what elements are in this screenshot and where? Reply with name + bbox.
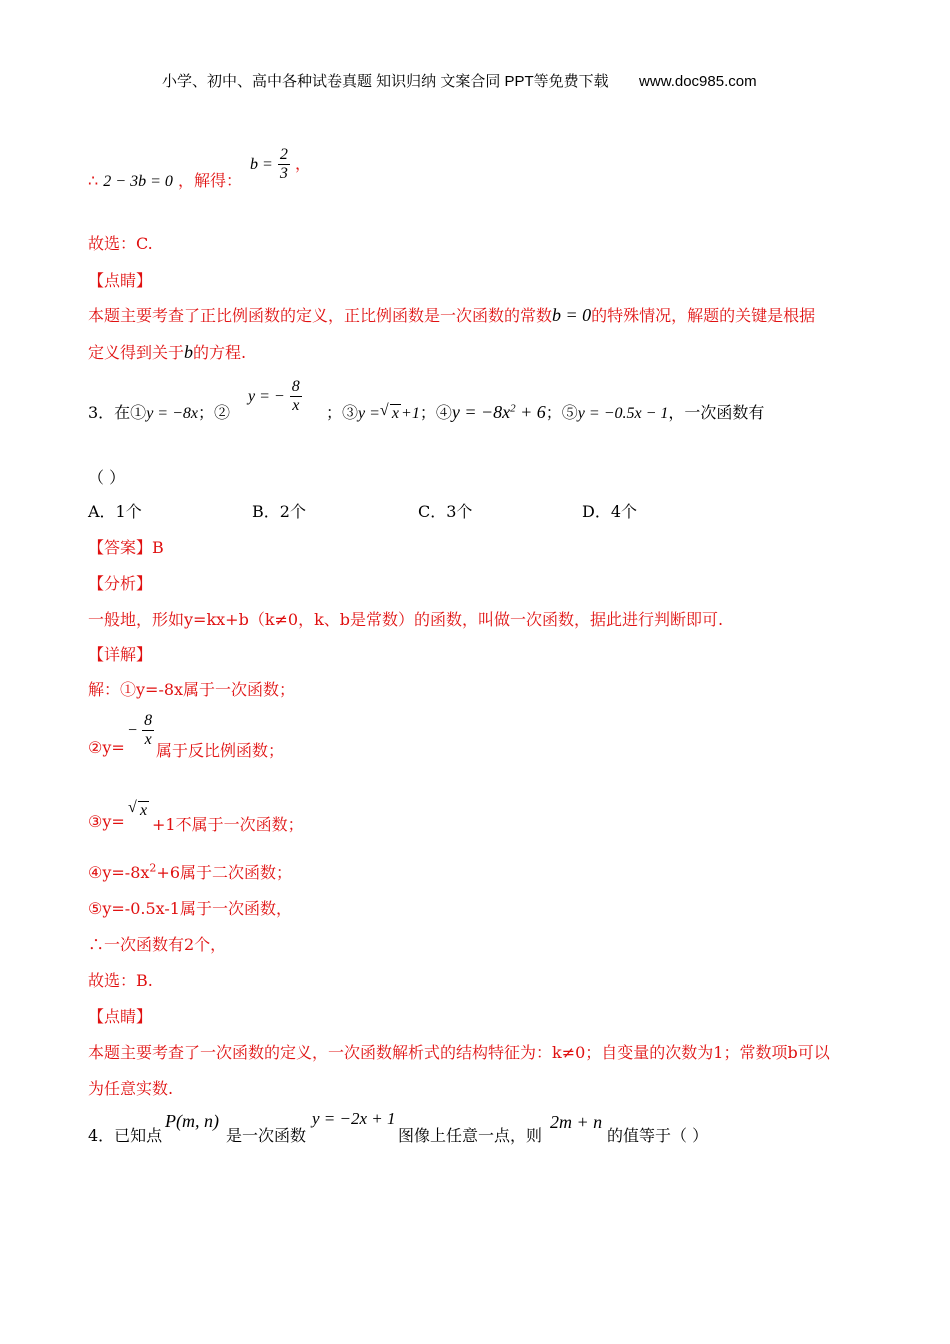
q2-dianjing-title: 【点睛】 (88, 271, 153, 290)
q3-dianjing-line1: 本题主要考查了一次函数的定义，一次函数解析式的结构特征为：k≠0；自变量的次数为1；常数项b可以 (88, 1043, 830, 1062)
q3-paren: （ ） (88, 468, 126, 487)
q3-d2-b: 属于反比例函数； (156, 741, 285, 760)
header-site: www.doc985.com (639, 73, 757, 90)
q3-f2 (248, 378, 302, 415)
q2-choose: 故选：C. (88, 234, 153, 253)
q3-d3-a: ③y= (88, 812, 125, 831)
q3-fenxi: 一般地，形如y=kx+b（k≠0，k、b是常数）的函数，叫做一次函数，据此进行判断即可. (88, 610, 724, 629)
q3-option-d: D．4个 (582, 502, 638, 521)
q3-detail-2 (88, 738, 125, 757)
q3-dianjing-title: 【点睛】 (88, 1007, 153, 1026)
q4-function: y = −2x + 1 (312, 1109, 396, 1128)
q3-sep4: ；⑤ (545, 403, 578, 422)
q4-stem-b: 是一次函数 (226, 1126, 307, 1145)
q3-f2-lhs: y = − (248, 388, 285, 405)
q2-frac-den: 3 (279, 165, 288, 182)
q2-end: ， (294, 154, 311, 173)
q3-f4: y = −8x (451, 402, 511, 422)
q3-d2-fraction (142, 712, 154, 749)
q3-d2-num: 8 (144, 712, 153, 729)
q2-comment2b: 的方程. (193, 343, 247, 362)
q3-detail-3 (88, 812, 125, 831)
q3-option-a: A．1个 (88, 502, 142, 521)
q3-f5: y = −0.5x − 1 (577, 405, 669, 422)
q3-f1: y = −8x (146, 405, 198, 422)
q4-stem-d: 的值等于（ ） (607, 1126, 709, 1145)
q3-f3-sqrt: √ x (379, 402, 400, 422)
q2-b-value (250, 146, 311, 183)
q3-sep1: ；② (197, 403, 230, 422)
q3-detail-7: 故选：B. (88, 971, 153, 990)
q3-d4-b: +6属于二次函数； (156, 863, 292, 882)
q2-solve-label: ，解得： (177, 171, 242, 190)
q3-d4-a: ④y=-8x (88, 863, 150, 882)
q4-expression: 2m + n (550, 1112, 603, 1132)
q2-comment-line2 (88, 340, 246, 363)
q3-f3-lhs: y = (358, 405, 380, 422)
q2-solution-line (88, 168, 242, 191)
q3-detail-6: ∴一次函数有2个， (88, 935, 227, 954)
q3-fenxi-title: 【分析】 (88, 574, 153, 593)
q3-f2-fraction (290, 378, 302, 415)
q3-f2-num: 8 (291, 378, 300, 395)
q2-fraction (278, 146, 290, 183)
q2-comment1-math: b = 0 (552, 305, 592, 325)
q3-dianjing-line2: 为任意实数. (88, 1079, 174, 1098)
q3-f4-rest: + 6 (515, 402, 546, 422)
q2-comment1a: 本题主要考查了正比例函数的定义，正比例函数是一次函数的常数 (88, 306, 553, 325)
q3-f2-den: x (292, 397, 300, 414)
q3-d3-sqrt: √ x (128, 799, 148, 819)
q3-sep2: ；③ (326, 403, 359, 422)
q2-b-eq: b = (250, 156, 273, 173)
q3-option-b: B．2个 (252, 502, 306, 521)
q3-d2-den: x (144, 731, 152, 748)
q3-d3-sqrt-wrap (128, 800, 149, 820)
q3-f3-rest: +1 (401, 405, 420, 422)
q2-equation: 2 − 3b = 0 (103, 173, 173, 190)
q3-f4-sup: 2 (510, 402, 516, 415)
q3-detail-1: 解：①y=-8x属于一次函数； (88, 680, 296, 699)
q3-detail-5: ⑤y=-0.5x-1属于一次函数， (88, 899, 292, 918)
header-text: 小学、初中、高中各种试卷真题 知识归纳 文案合同 PPT等免费下载 (162, 73, 609, 90)
q4-point: P(m, n) (165, 1111, 219, 1131)
q3-d3-rad: x (140, 802, 148, 819)
q3-sep3: ；④ (419, 403, 452, 422)
q3-stem-start: 3．在① (88, 403, 147, 422)
q3-stem-rest (326, 400, 764, 423)
q3-detail-4 (88, 860, 292, 883)
q4-stem-a: 4．已知点 (88, 1126, 163, 1145)
q2-comment2a: 定义得到关于 (88, 343, 185, 362)
q3-answer: 【答案】B (88, 538, 164, 557)
q3-d2-a: ②y= (88, 738, 125, 757)
q3-d3-b: +1不属于一次函数； (152, 815, 304, 834)
q2-comment2-math: b (184, 342, 194, 362)
q3-option-c: C．3个 (418, 502, 473, 521)
q2-frac-num: 2 (279, 146, 288, 163)
therefore-symbol: ∴ (88, 171, 99, 190)
q2-comment1b: 的特殊情况，解题的关键是根据 (591, 306, 816, 325)
q2-comment-line1 (88, 303, 815, 326)
page-header (162, 70, 757, 91)
q3-d2-fraction-wrap: − $\frac{8}{x}$ (128, 712, 153, 748)
q3-d4-sup: 2 (149, 861, 157, 875)
q3-xiangjie-title: 【详解】 (88, 645, 153, 664)
q3-stem (88, 400, 230, 423)
q3-f3-rad: x (391, 405, 400, 422)
q3-stem-end: ，一次函数有 (668, 403, 765, 422)
q4-stem-c: 图像上任意一点，则 (398, 1126, 543, 1145)
